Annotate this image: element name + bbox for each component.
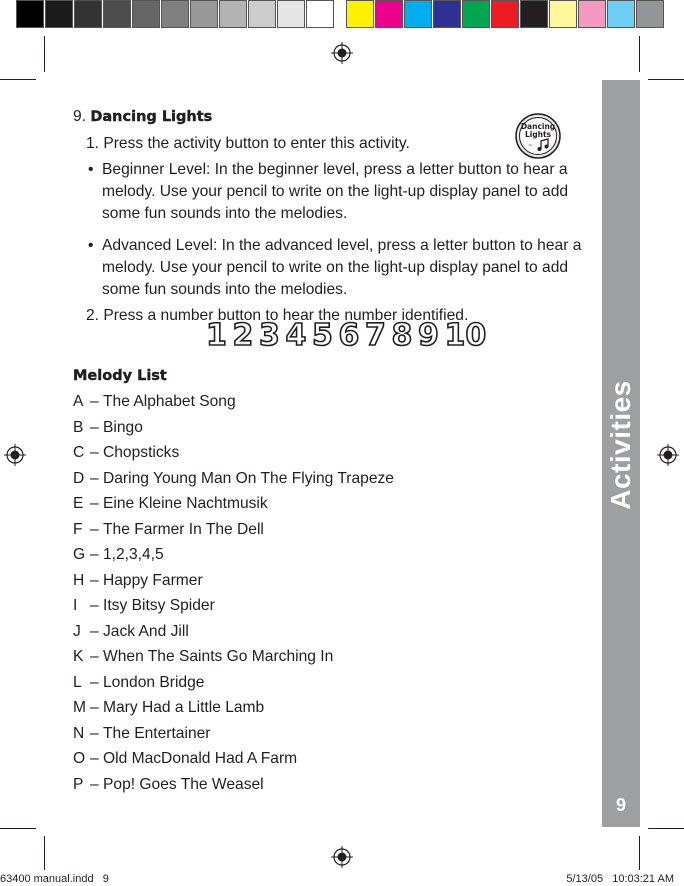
melody-name: Pop! Goes The Weasel — [103, 775, 264, 793]
melody-item — [73, 546, 394, 572]
color-swatch — [16, 0, 44, 28]
color-swatch — [74, 0, 102, 28]
crop-mark — [639, 36, 640, 72]
melody-dash: – — [90, 597, 99, 614]
melody-item — [73, 750, 394, 776]
crop-mark — [0, 828, 36, 829]
svg-text:Dancing: Dancing — [520, 122, 556, 131]
color-swatch — [491, 0, 519, 28]
color-swatch — [462, 0, 490, 28]
color-swatch — [190, 0, 218, 28]
melody-item — [73, 623, 394, 649]
melody-letter: H — [73, 571, 85, 589]
melody-name: Itsy Bitsy Spider — [103, 597, 215, 614]
melody-dash: – — [90, 775, 99, 793]
color-swatch — [404, 0, 432, 28]
melody-name: The Farmer In The Dell — [103, 520, 264, 538]
melody-dash: – — [90, 495, 99, 512]
grayscale-swatch-bar — [16, 0, 335, 30]
melody-letter: P — [73, 775, 84, 793]
melody-item — [73, 572, 394, 598]
bullet-dot: • — [88, 161, 94, 178]
melody-item — [73, 699, 394, 725]
number-button-8: 8 — [391, 318, 413, 353]
melody-letter: D — [73, 469, 85, 487]
melody-letter: A — [73, 393, 84, 410]
melody-name: Happy Farmer — [103, 571, 203, 589]
melody-item — [73, 521, 394, 547]
color-swatch — [248, 0, 276, 28]
melody-dash: – — [90, 699, 99, 716]
melody-item — [73, 393, 394, 419]
melody-letter: L — [73, 673, 82, 691]
melody-dash: – — [90, 520, 99, 538]
melody-name: London Bridge — [103, 673, 205, 691]
color-swatch — [277, 0, 305, 28]
melody-item — [73, 674, 394, 700]
color-swatch — [132, 0, 160, 28]
number-button-4: 4 — [285, 318, 307, 353]
melody-name: Old MacDonald Had A Farm — [103, 750, 298, 767]
registration-mark — [657, 444, 679, 466]
melody-list — [73, 393, 394, 801]
melody-letter: O — [73, 750, 86, 767]
number-buttons-strip — [204, 315, 504, 355]
number-button-9: 9 — [418, 318, 439, 353]
melody-dash: – — [90, 444, 99, 461]
registration-mark — [4, 444, 26, 466]
melody-item — [73, 648, 394, 674]
color-swatch — [433, 0, 461, 28]
crop-mark — [44, 36, 45, 72]
color-swatch-bar — [346, 0, 665, 30]
bullet-dot: • — [88, 237, 94, 254]
number-button-5: 5 — [312, 318, 333, 353]
bullet-advanced — [73, 235, 588, 301]
melody-dash: – — [90, 724, 99, 742]
melody-letter: C — [73, 444, 85, 461]
melody-name: Chopsticks — [103, 444, 180, 461]
number-button-10: 10 — [444, 318, 487, 353]
svg-text:Lights: Lights — [524, 130, 552, 139]
melody-dash: – — [90, 393, 99, 410]
number-button-2: 2 — [232, 318, 254, 353]
melody-name: When The Saints Go Marching In — [103, 648, 334, 665]
melody-item — [73, 444, 394, 470]
color-swatch — [549, 0, 577, 28]
melody-letter: K — [73, 648, 84, 665]
section-heading — [73, 106, 588, 128]
melody-letter: I — [73, 597, 78, 614]
melody-dash: – — [90, 418, 99, 436]
melody-item — [73, 597, 394, 623]
melody-name: The Entertainer — [103, 724, 211, 742]
svg-text:~: ~ — [528, 142, 534, 149]
footer-timestamp: 5/13/05 10:03:21 AM — [566, 873, 674, 885]
melody-item — [73, 470, 394, 496]
number-button-1: 1 — [206, 318, 227, 353]
melody-letter: B — [73, 418, 84, 436]
melody-item — [73, 495, 394, 521]
number-button-3: 3 — [259, 318, 280, 353]
section-number: 9. — [73, 108, 87, 125]
bullet-text: Advanced Level: In the advanced level, press a letter button to hear a melody. Use your pencil to write on the light-up display panel to add some fun sounds into the melodies. — [102, 237, 582, 298]
melody-dash: – — [90, 571, 99, 589]
side-tab-label: Activities — [605, 380, 636, 510]
color-swatch — [103, 0, 131, 28]
melody-dash: – — [90, 546, 99, 563]
melody-dash: – — [90, 648, 99, 665]
melody-item — [73, 725, 394, 751]
melody-letter: F — [73, 520, 83, 538]
number-button-6: 6 — [338, 318, 360, 353]
melody-name: Mary Had a Little Lamb — [103, 699, 265, 716]
melody-item — [73, 419, 394, 445]
color-swatch — [520, 0, 548, 28]
melody-dash: – — [90, 622, 99, 640]
color-swatch — [375, 0, 403, 28]
melody-letter: J — [73, 622, 81, 640]
melody-letter: N — [73, 724, 85, 742]
bullet-text: Beginner Level: In the beginner level, press a letter button to hear a melody. Use your pencil to write on the light-up display panel to add some fun sounds into the melodies. — [102, 161, 569, 222]
step-2: 2. Press a number button to hear the number identified. — [86, 307, 469, 324]
color-swatch — [346, 0, 374, 28]
page-number: 9 — [615, 795, 626, 815]
section-title: Dancing Lights — [90, 109, 213, 125]
melody-dash: – — [90, 673, 99, 691]
melody-dash: – — [90, 750, 99, 767]
melody-letter: G — [73, 546, 86, 563]
melody-name: Eine Kleine Nachtmusik — [103, 495, 268, 512]
melody-name: 1,2,3,4,5 — [103, 546, 164, 563]
color-swatch — [578, 0, 606, 28]
color-swatch — [607, 0, 635, 28]
melody-name: Bingo — [103, 418, 143, 436]
melody-list-title: Melody List — [73, 368, 167, 384]
color-swatch — [219, 0, 247, 28]
melody-name: The Alphabet Song — [103, 393, 236, 410]
footer-file-info: 63400 manual.indd 9 — [0, 873, 109, 885]
crop-mark — [648, 79, 684, 80]
melody-item — [73, 776, 394, 802]
step-1: 1. Press the activity button to enter this activity. — [86, 135, 410, 152]
dancing-lights-section — [73, 106, 588, 327]
crop-mark — [44, 836, 45, 870]
melody-letter: E — [73, 495, 84, 512]
registration-mark — [331, 42, 353, 64]
melody-dash: – — [90, 469, 99, 487]
color-swatch — [636, 0, 664, 28]
crop-mark — [0, 79, 36, 80]
color-swatch — [161, 0, 189, 28]
number-button-7: 7 — [365, 318, 386, 353]
melody-name: Daring Young Man On The Flying Trapeze — [103, 469, 394, 487]
melody-name: Jack And Jill — [103, 622, 189, 640]
crop-mark — [648, 828, 684, 829]
color-swatch — [45, 0, 73, 28]
color-swatch — [306, 0, 334, 28]
melody-letter: M — [73, 699, 86, 716]
bullet-beginner — [73, 159, 588, 225]
registration-mark — [331, 846, 353, 868]
crop-mark — [639, 836, 640, 870]
